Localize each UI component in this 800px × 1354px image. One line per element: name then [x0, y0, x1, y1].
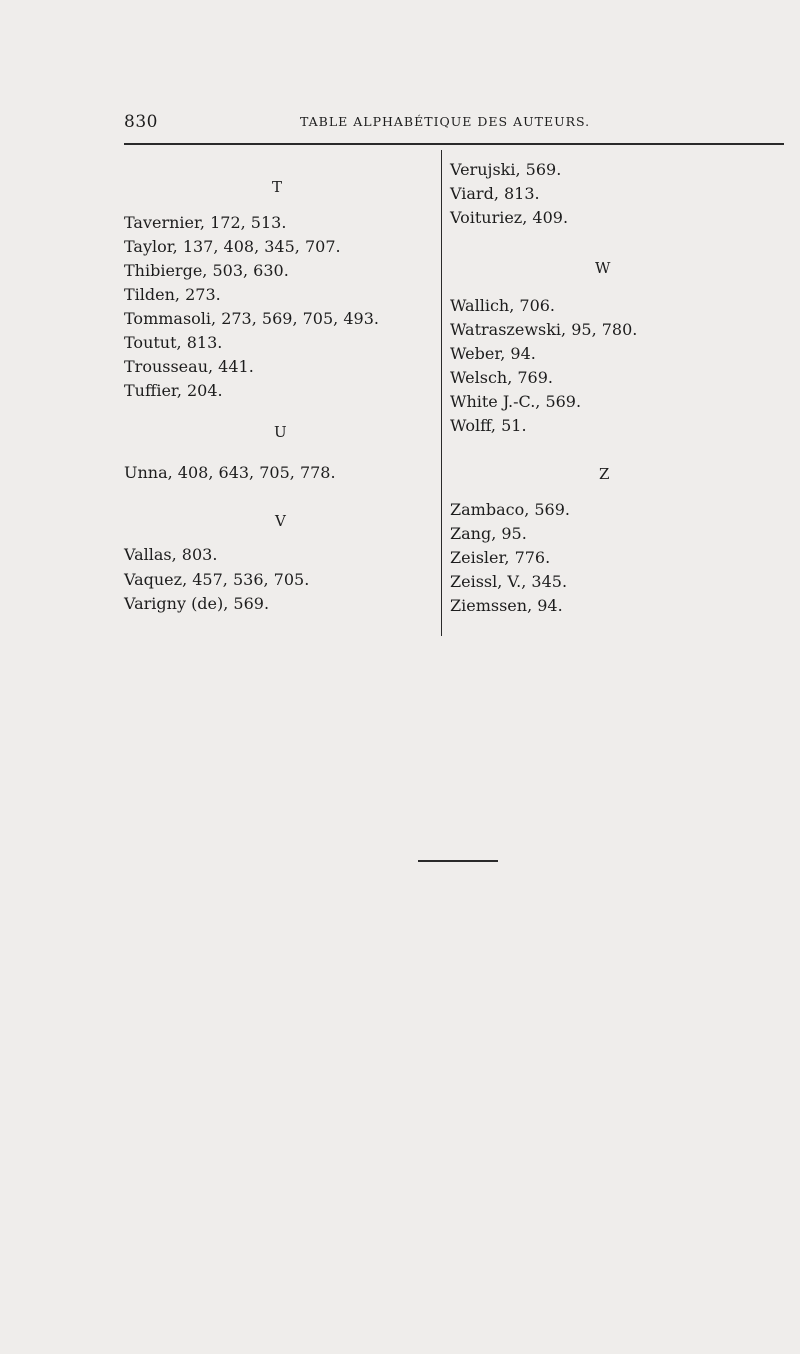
index-entry: Toutut, 813. [124, 333, 223, 352]
index-entry: Weber, 94. [450, 344, 536, 363]
index-entry: Wallich, 706. [450, 296, 556, 315]
section-letter-v: V [275, 512, 286, 530]
index-entry: Trousseau, 441. [124, 357, 254, 376]
header-rule [124, 143, 784, 145]
index-entry: Tavernier, 172, 513. [124, 213, 287, 232]
column-divider [441, 150, 442, 636]
index-entry: Tommasoli, 273, 569, 705, 493. [124, 309, 379, 328]
index-entry: Taylor, 137, 408, 345, 707. [124, 237, 341, 256]
index-entry: Thibierge, 503, 630. [124, 261, 289, 280]
section-letter-z: Z [599, 465, 610, 483]
index-entry: Watraszewski, 95, 780. [450, 320, 638, 339]
section-letter-t: T [272, 178, 283, 196]
page-number: 830 [124, 112, 158, 132]
index-entry: Wolff, 51. [450, 416, 527, 435]
index-entry: Varigny (de), 569. [124, 594, 270, 613]
index-entry: Zeisler, 776. [450, 548, 551, 567]
index-entry: Viard, 813. [450, 184, 540, 203]
index-entry: Vallas, 803. [124, 545, 218, 564]
index-entry: White J.-C., 569. [450, 392, 582, 411]
index-entry: Zeissl, V., 345. [450, 572, 568, 591]
running-header-title: TABLE ALPHABÉTIQUE DES AUTEURS. [300, 114, 591, 129]
index-entry: Welsch, 769. [450, 368, 553, 387]
section-letter-w: W [595, 259, 611, 277]
index-entry: Verujski, 569. [450, 160, 562, 179]
index-entry: Tuffier, 204. [124, 381, 223, 400]
index-entry: Unna, 408, 643, 705, 778. [124, 463, 336, 482]
index-entry: Ziemssen, 94. [450, 596, 563, 615]
section-letter-u: U [274, 423, 287, 441]
index-entry: Tilden, 273. [124, 285, 221, 304]
index-entry: Zang, 95. [450, 524, 527, 543]
index-entry: Vaquez, 457, 536, 705. [124, 570, 310, 589]
index-entry: Zambaco, 569. [450, 500, 570, 519]
closing-rule [418, 860, 498, 862]
index-entry: Voituriez, 409. [450, 208, 569, 227]
